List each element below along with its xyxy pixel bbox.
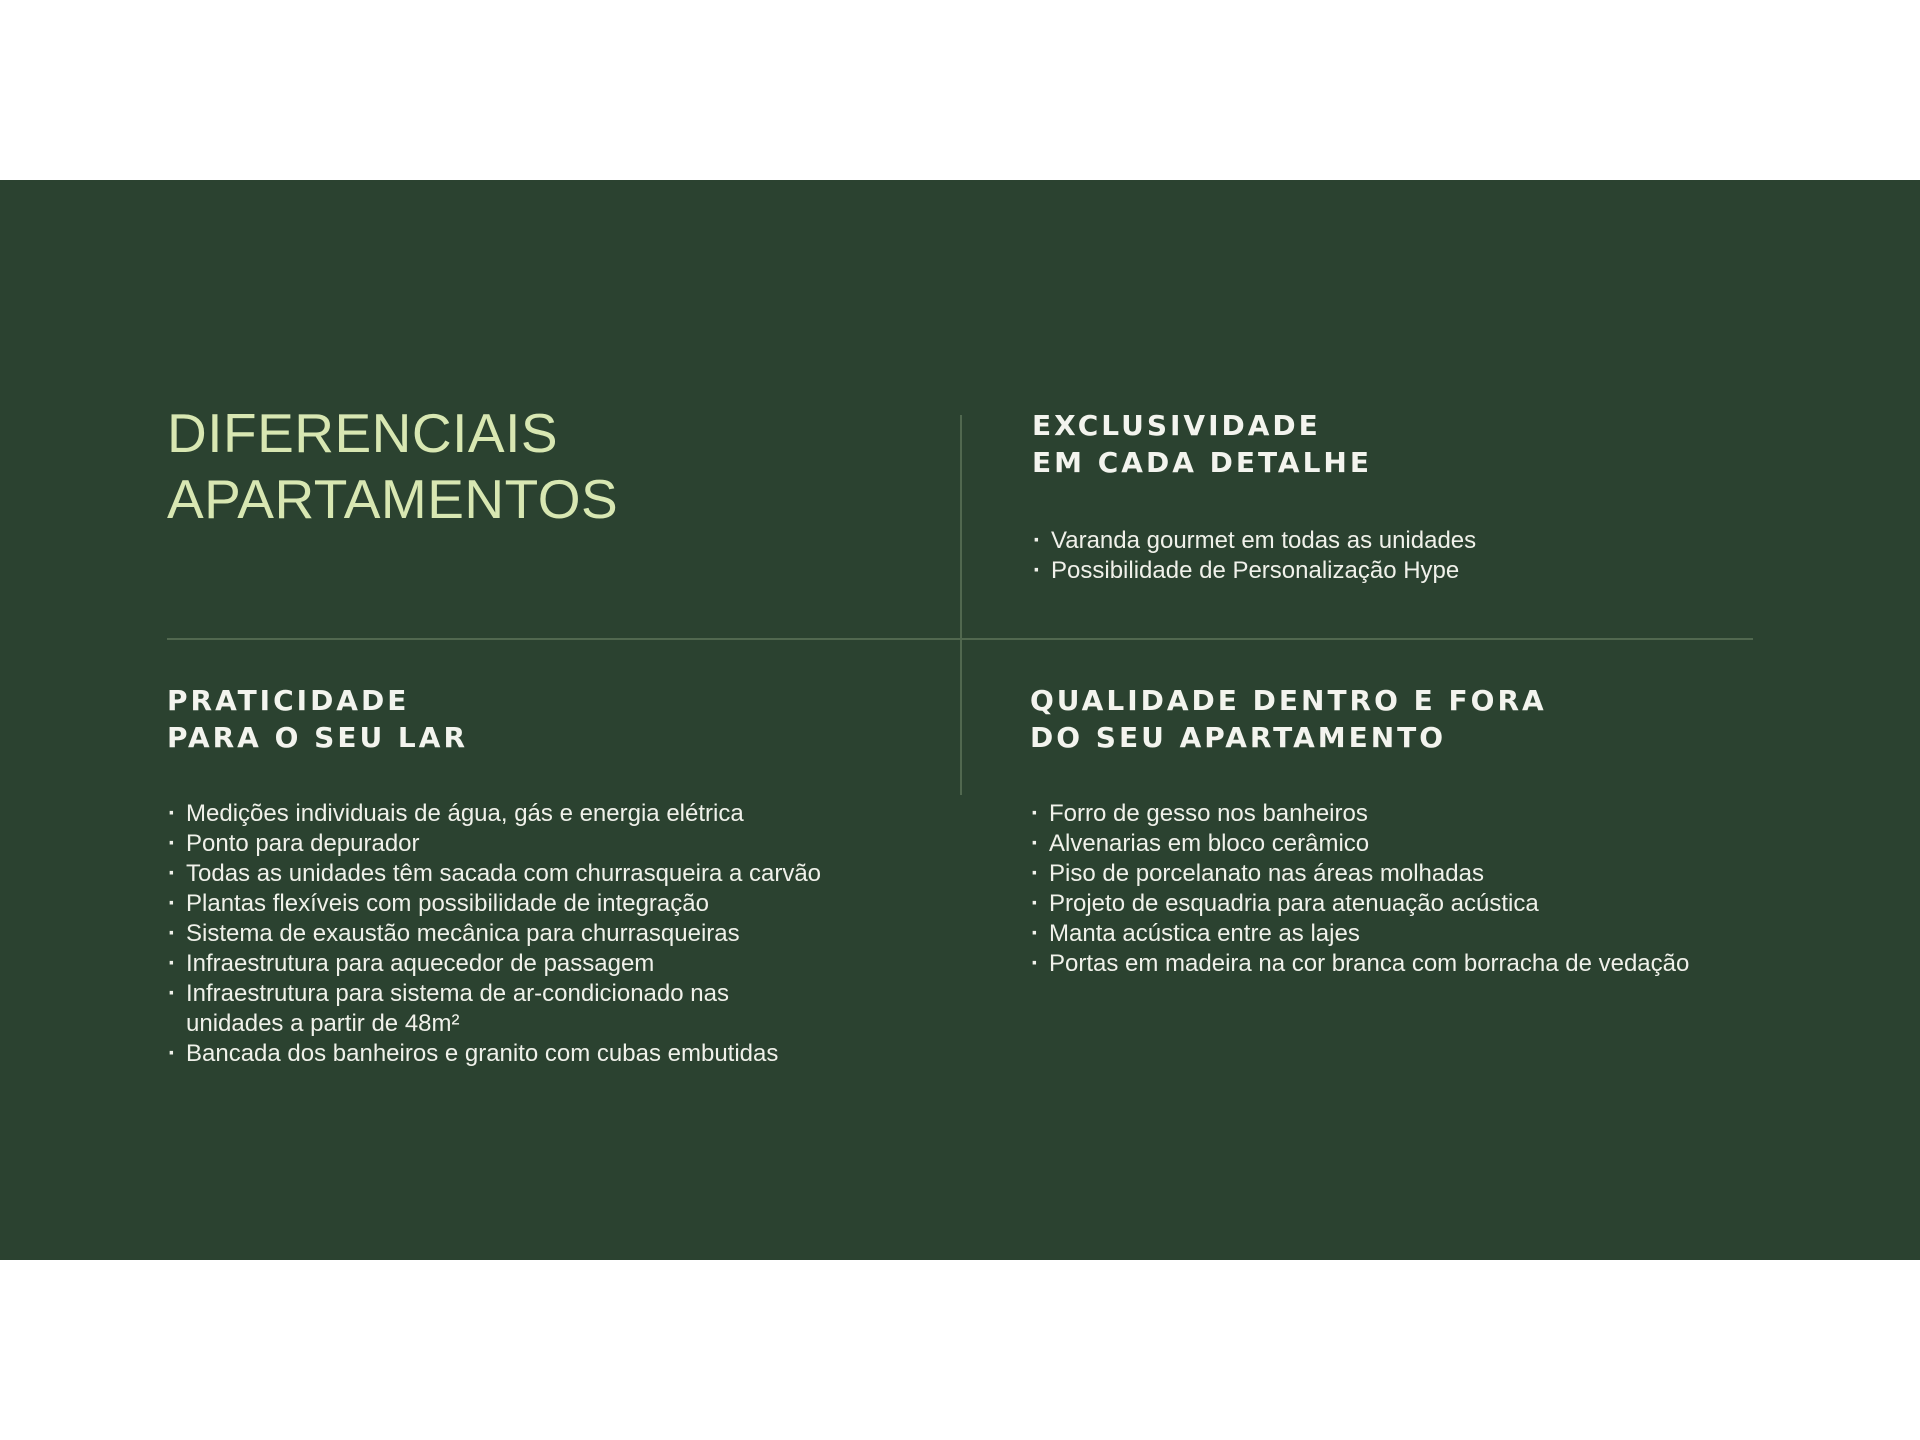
list-item: · Possibilidade de Personalização Hype (1032, 556, 1476, 586)
page-title (167, 400, 618, 532)
page-title-line-1: DIFERENCIAIS (167, 402, 559, 464)
list-item: · Infraestrutura para aquecedor de passagem (167, 949, 787, 979)
section-heading-line-2: DO SEU APARTAMENTO (1030, 721, 1447, 754)
section-heading (1030, 682, 1790, 756)
feature-list (1032, 526, 1476, 586)
page-title-line-2: APARTAMENTOS (167, 468, 619, 530)
list-item: · Infraestrutura para sistema de ar-condicionado nas unidades a partir de 48m² (167, 979, 787, 1039)
list-item: · Ponto para depurador (167, 829, 787, 859)
list-item: · Medições individuais de água, gás e energia elétrica (167, 799, 787, 829)
section-exclusividade (1032, 407, 1476, 586)
section-heading-line-1: PRATICIDADE (167, 684, 410, 717)
list-item: · Manta acústica entre as lajes (1030, 919, 1790, 949)
green-panel (0, 180, 1920, 1260)
list-item: · Plantas flexíveis com possibilidade de integração (167, 889, 787, 919)
section-praticidade (167, 682, 822, 1069)
list-item: · Piso de porcelanato nas áreas molhadas (1030, 859, 1790, 889)
feature-list (167, 799, 822, 1069)
list-item: · Sistema de exaustão mecânica para churrasqueiras (167, 919, 787, 949)
list-item: · Forro de gesso nos banheiros (1030, 799, 1790, 829)
list-item: · Portas em madeira na cor branca com borracha de vedação (1030, 949, 1790, 979)
vertical-divider (960, 415, 962, 795)
list-item: · Alvenarias em bloco cerâmico (1030, 829, 1790, 859)
section-heading (1032, 407, 1476, 481)
section-heading (167, 682, 787, 756)
list-item: · Projeto de esquadria para atenuação acústica (1030, 889, 1790, 919)
section-qualidade (1030, 682, 1790, 979)
list-item: · Varanda gourmet em todas as unidades (1032, 526, 1476, 556)
section-heading-line-1: EXCLUSIVIDADE (1032, 409, 1321, 442)
section-heading-line-2: EM CADA DETALHE (1032, 446, 1372, 479)
section-heading-line-2: PARA O SEU LAR (167, 721, 468, 754)
section-heading-line-1: QUALIDADE DENTRO E FORA (1030, 684, 1547, 717)
list-item: · Bancada dos banheiros e granito com cubas embutidas (167, 1039, 787, 1069)
feature-list (1030, 799, 1790, 979)
list-item: · Todas as unidades têm sacada com churrasqueira a carvão (167, 859, 787, 889)
